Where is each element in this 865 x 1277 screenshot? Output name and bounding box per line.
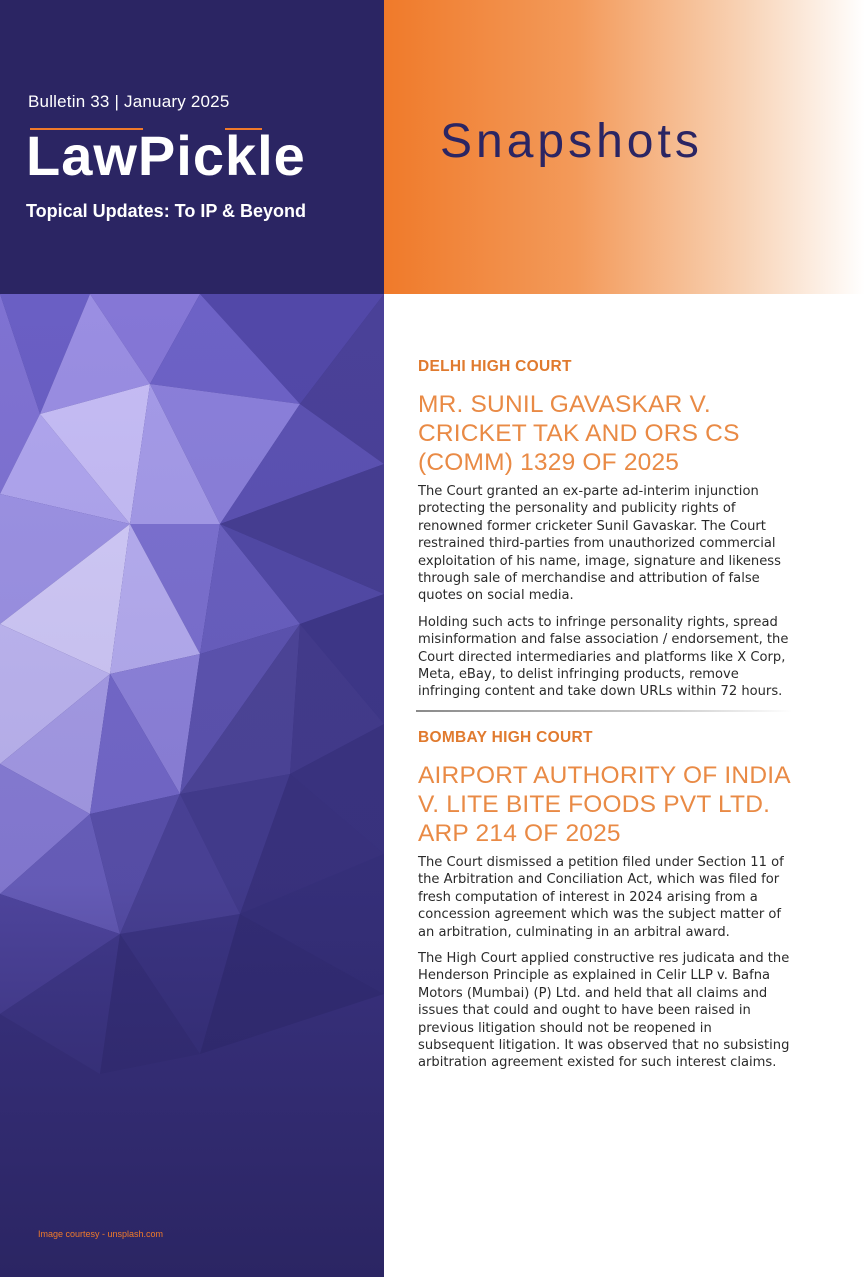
article-paragraph: Holding such acts to infringe personality rights, spread misinformation and false association / endorsement, the Court directed intermediaries and platforms like X Corp, Meta, eBay, to delist infringing products, remove infringing content and take down URLs within 72 hours. — [418, 614, 789, 700]
article — [418, 729, 790, 1072]
image-credit: Image courtesy - unsplash.com — [38, 1229, 164, 1239]
section-banner — [384, 0, 865, 294]
article-paragraph: The Court granted an ex-parte ad-interim injunction protecting the personality and publicity rights of renowned former cricketer Sunil Gavaskar. The Court restrained third-parties from unauthorized commercial exploitation of his name, image, signature and likeness through sale of merchandise and attribution of false quotes on social media. — [418, 484, 781, 604]
masthead — [0, 0, 384, 294]
article — [418, 358, 790, 701]
article-paragraph: The High Court applied constructive res judicata and the Henderson Principle as explained in Celir LLP v. Bafna Motors (Mumbai) (P) Ltd. and held that all claims and issues that could and ought to have been raised in previous litigation should not be reopened in subsequent litigation. It was observed that no subsisting arbitration agreement existed for such interest claims. — [418, 950, 790, 1071]
court-name: BOMBAY HIGH COURT — [418, 728, 593, 746]
article-divider — [416, 710, 792, 712]
court-name: DELHI HIGH COURT — [418, 358, 572, 375]
article-paragraph: The Court dismissed a petition filed under Section 11 of the Arbitration and Conciliation Act, which was filed for fresh computation of interest in 2024 arising from a concession agreement which was the subject matter of an arbitration, culminating in an arbitral award. — [418, 854, 784, 940]
bulletin-issue: Bulletin 33 | January 2025 — [28, 92, 230, 111]
articles-column — [418, 358, 790, 1081]
decorative-polygon-image — [0, 294, 384, 1277]
case-title: AIRPORT AUTHORITY OF INDIA V. LITE BITE FOODS PVT LTD. ARP 214 OF 2025 — [418, 761, 790, 847]
section-title: Snapshots — [440, 115, 703, 168]
case-title: MR. SUNIL GAVASKAR V. CRICKET TAK AND ORS CS (COMM) 1329 OF 2025 — [418, 391, 740, 476]
lawpickle-logo: LawPickle — [26, 124, 306, 187]
polygon-art — [0, 294, 384, 1277]
tagline: Topical Updates: To IP & Beyond — [26, 201, 307, 221]
